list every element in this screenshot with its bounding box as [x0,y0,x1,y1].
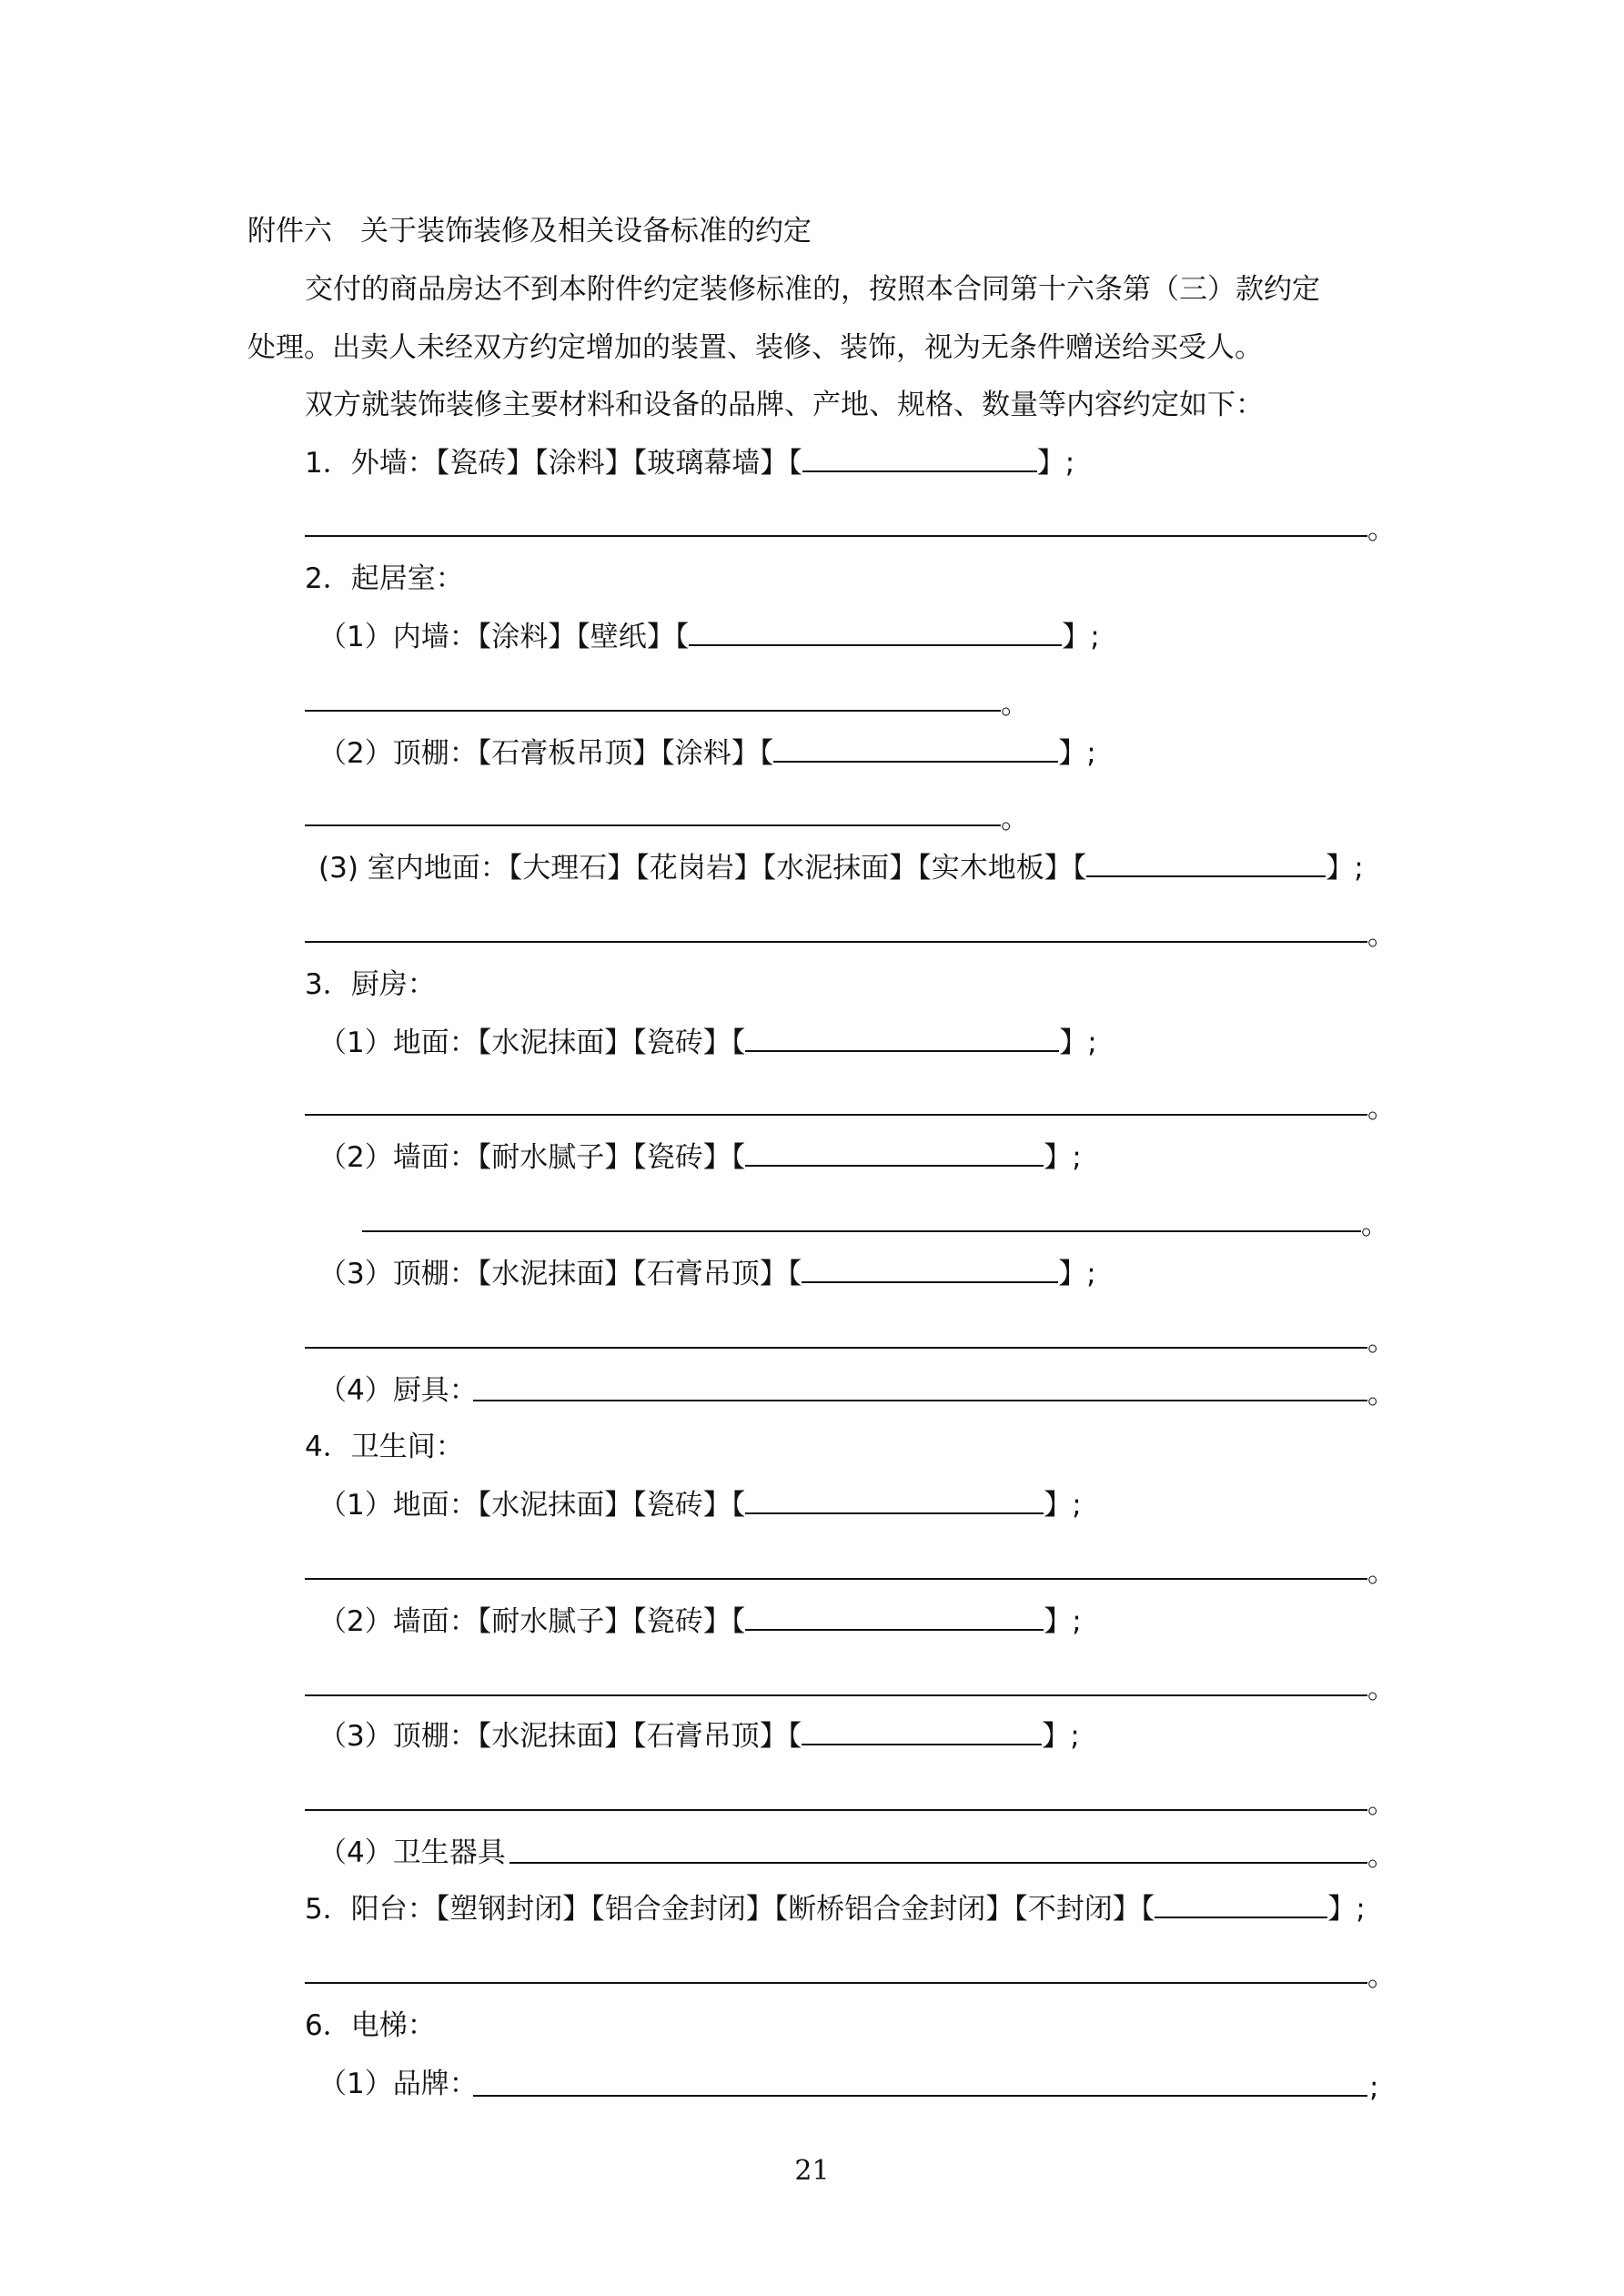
page-number: 21 [794,2155,830,2187]
fill-blank[interactable] [745,1602,1044,1631]
fill-line[interactable] [509,1862,1367,1864]
item-kitchen-floor: （1）地面：【水泥抹面】【瓷砖】【 】; [318,1023,1097,1063]
fill-line[interactable] [305,1578,1367,1580]
fill-line[interactable] [305,1809,1367,1811]
item-kitchen-ceiling: （3）顶棚：【水泥抹面】【石膏吊顶】【 】; [318,1254,1096,1294]
line-period: 。 [1367,1673,1396,1705]
item-bath-wall: （2）墙面：【耐水腻子】【瓷砖】【 】; [318,1602,1082,1642]
item-living-floor: (3) 室内地面：【大理石】【花岗岩】【水泥抹面】【实木地板】【 】; [318,848,1364,888]
intro-line-2: 处理。出卖人未经双方约定增加的装置、装修、装饰，视为无条件赠送给买受人。 [247,331,1263,364]
item-exterior-wall: 1．外墙：【瓷砖】【涂料】【玻璃幕墙】【 】; [305,443,1074,483]
line-period: 。 [1367,1960,1396,1993]
item-bath-ware: （4）卫生器具 [318,1836,506,1869]
fill-line[interactable] [305,1347,1367,1349]
item-kitchen-wall: （2）墙面：【耐水腻子】【瓷砖】【 】; [318,1138,1082,1178]
fill-blank[interactable] [802,1716,1042,1745]
item-balcony: 5．阳台：【塑钢封闭】【铝合金封闭】【断桥铝合金封闭】【不封闭】【 】; [305,1889,1366,1929]
fill-blank[interactable] [1086,848,1326,877]
line-period: 。 [1367,1092,1396,1125]
line-period: 。 [1367,1378,1396,1411]
fill-blank[interactable] [689,617,1062,646]
fill-line[interactable] [305,941,1367,943]
fill-blank[interactable] [745,1485,1044,1514]
fill-line[interactable] [305,1694,1367,1696]
item-kitchen-ware: （4）厨具： [318,1374,478,1407]
line-period: 。 [1367,1325,1396,1358]
fill-blank[interactable] [1155,1889,1327,1918]
item-living-ceiling: （2）顶棚：【石膏板吊顶】【涂料】【 】; [318,733,1096,774]
item-bathroom: 4．卫生间： [305,1431,464,1463]
item-bath-floor: （1）地面：【水泥抹面】【瓷砖】【 】; [318,1485,1082,1525]
fill-blank[interactable] [802,443,1037,472]
fill-blank[interactable] [773,733,1058,763]
line-period: 。 [1367,513,1396,546]
item-elevator: 6．电梯： [305,2009,436,2042]
line-period: 。 [1001,688,1029,721]
item-elevator-brand: （1）品牌： [318,2068,478,2100]
fill-blank[interactable] [745,1023,1059,1052]
fill-line[interactable] [473,1400,1367,1401]
fill-line[interactable] [305,1982,1367,1984]
item-kitchen: 3．厨房： [305,968,436,1001]
line-period: 。 [1367,919,1396,952]
fill-blank[interactable] [745,1138,1044,1167]
fill-line[interactable] [305,535,1367,537]
fill-line[interactable] [305,710,1001,712]
line-period: 。 [1367,1840,1396,1873]
intro-line-1: 交付的商品房达不到本附件约定装修标准的，按照本合同第十六条第（三）款约定 [305,273,1320,306]
line-period: 。 [1367,1556,1396,1589]
item-living-wall: （1）内墙：【涂料】【壁纸】【 】; [318,617,1100,657]
item-living-room: 2．起居室： [305,562,464,595]
fill-line[interactable] [362,1230,1361,1232]
appendix-heading: 附件六 关于装饰装修及相关设备标准的约定 [247,215,812,248]
fill-line[interactable] [473,2095,1367,2097]
line-period: 。 [1001,803,1029,835]
intro-line-3: 双方就装饰装修主要材料和设备的品牌、产地、规格、数量等内容约定如下： [305,389,1264,421]
line-period: 。 [1361,1209,1389,1241]
fill-line[interactable] [305,1114,1367,1116]
fill-line[interactable] [305,824,1001,826]
line-period: 。 [1367,1787,1396,1820]
fill-blank[interactable] [802,1254,1058,1283]
item-bath-ceiling: （3）顶棚：【水泥抹面】【石膏吊顶】【 】; [318,1716,1080,1756]
line-semicolon: ; [1369,2071,1379,2104]
